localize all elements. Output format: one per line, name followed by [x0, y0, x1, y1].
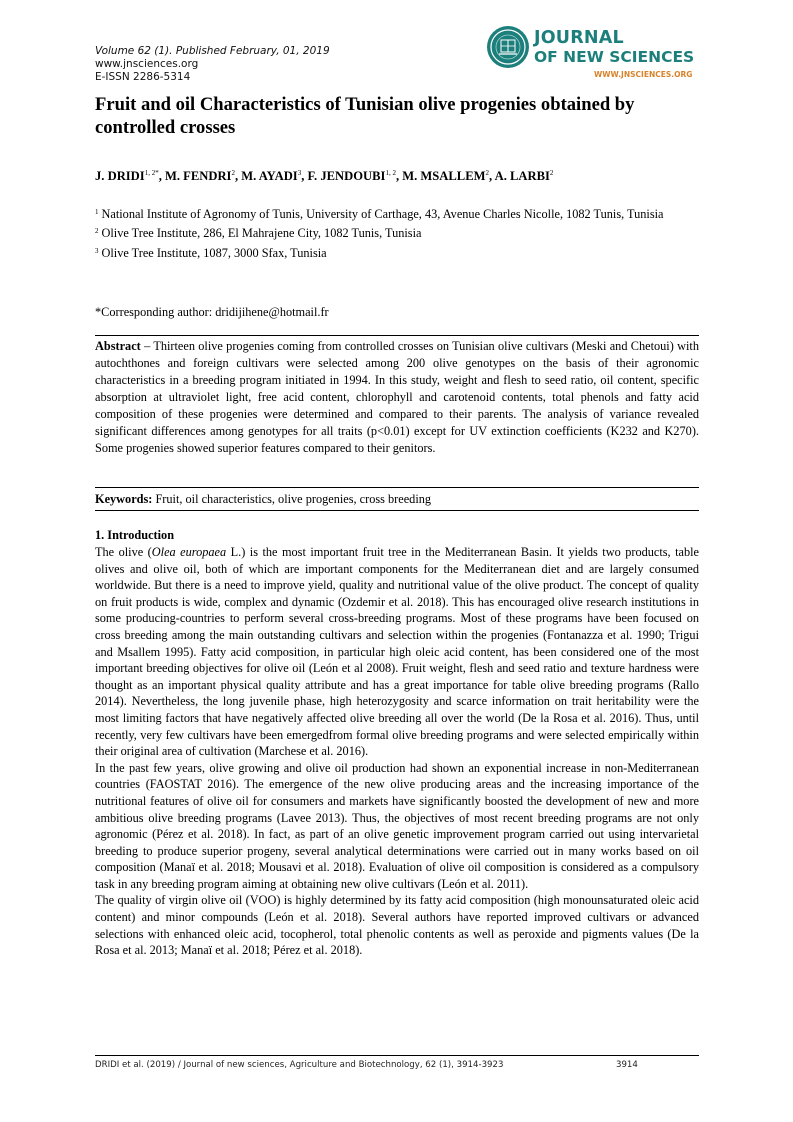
- journal-logo: [486, 25, 701, 85]
- section-heading: 1. Introduction: [95, 528, 175, 542]
- author-name: F. JENDOUBI: [307, 169, 386, 183]
- author-name: M. MSALLEM: [402, 169, 486, 183]
- author-name: M. FENDRI: [164, 169, 232, 183]
- introduction-body: [95, 544, 699, 959]
- volume-line: Volume 62 (1). Published February, 01, 2019: [95, 45, 330, 57]
- author-affil-marker: 1, 2: [385, 169, 396, 177]
- author-name: J. DRIDI: [95, 169, 145, 183]
- affiliation-number: 1: [95, 208, 99, 216]
- author-name: M. AYADI: [241, 169, 298, 183]
- journal-meta: [95, 45, 330, 84]
- abstract: [95, 338, 699, 457]
- keywords-text: Fruit, oil characteristics, olive progenies, cross breeding: [152, 492, 432, 506]
- affiliation-text: Olive Tree Institute, 286, El Mahrajene City, 1082 Tunis, Tunisia: [101, 226, 422, 241]
- page-footer: [95, 1060, 699, 1070]
- abstract-top-rule: [95, 335, 699, 336]
- journal-emblem-icon: [486, 25, 530, 69]
- logo-line-1: JOURNAL: [534, 28, 624, 48]
- paragraph-text: L.) is the most important fruit tree in the Mediterranean Basin. It yields two products, table olives and olive oil, both of which are important components for the Mediterranean diet and are largely consumed worldwide. But there is a need to improve yield, quality and nutritional value of the olive product. The concept of quality on fruit products is wide, complex and dynamic (Ozdemir et al. 2018). This has encouraged olive research institutions in some producing-countries to perform several cross-breeding programs. Most of these programs have been focused on cross breeding among the main outstanding cultivars and selection within the progenies (Fontanazza et al. 1990; Trigui and Msallem 1995). Fatty acid composition, in particular high oleic acid content, has been considered one of the most important breeding objectives for olive oil (León et al 2008). Fruit weight, flesh and seed ratio and texture hardness were thought as an important physical quality attribute and has a great importance for table olive breeding programs (Rallo 2014). Nevertheless, the long juvenile phase, high heterozygosity and scarce information on trait heritability were the most limiting factors that have negatively affected olive breeding all over the world (De la Rosa et al. 2016). Thus, until recently, very few cultivars have been emergedfrom formal olive breeding programs and were selected empirically within their original area of cultivation (Marchese et al. 2016).: [95, 545, 700, 759]
- author-list: J. $DRIDI^{1, 2*}$, M. FENDRI$^2$, M. AYADI$^3$, F. JENDOUBI$^{1, 2}$, M. MSALLEM$^2$, A. LARBI$^2$: [95, 169, 554, 183]
- paragraph: In the past few years, olive growing and olive oil production had shown an exponential increase in non-Mediterranean countries (FAOSTAT 2016). The emergence of the new olive producing areas and the increasing importance of the nutritional features of olive oil for consumers and markets have significantly boosted the development of new and more ambitious olive breeding programs (Lavee 2013). Thus, the objectives of most recent breeding programs are not only agronomic (Pérez et al. 2018). In fact, as part of an olive genetic improvement program carried out using intervarietal breeding to produce superior progeny, several analytical determinations were carried out in many works based on oil composition (Manaï et al. 2018; Mousavi et al. 2018). Evaluation of olive oil composition is considered as a compulsory task in any breeding program aiming at obtaining new olive cultivars (León et al. 2011).: [95, 760, 699, 891]
- corresponding-author: *Corresponding author: dridijihene@hotmail.fr: [95, 305, 329, 319]
- affiliation-list: [95, 204, 700, 262]
- article-title: Fruit and oil Characteristics of Tunisian olive progenies obtained by controlled crosses: [95, 94, 635, 138]
- author-affil-marker: 2: [549, 169, 554, 177]
- author-affil-marker: 2: [485, 169, 489, 177]
- logo-line-2: OF NEW SCIENCES: [534, 48, 695, 66]
- author-affil-marker: 2: [231, 169, 235, 177]
- affiliation-number: 2: [95, 227, 99, 236]
- paragraph-text: The olive (: [95, 545, 152, 559]
- journal-website[interactable]: www.jnsciences.org: [95, 58, 199, 70]
- keywords-label: Keywords:: [95, 492, 153, 506]
- logo-url: WWW.JNSCIENCES.ORG: [594, 70, 693, 79]
- affiliation: [95, 243, 700, 262]
- affiliation: [95, 204, 700, 223]
- author-affil-marker: 1, 2*: [144, 169, 159, 177]
- footer-citation: DRIDI et al. (2019) / Journal of new sciences, Agriculture and Biotechnology, 62 (1), 3914-3923: [95, 1060, 504, 1070]
- issn: E-ISSN 2286-5314: [95, 71, 191, 83]
- abstract-label: Abstract: [95, 339, 141, 353]
- paragraph: The quality of virgin olive oil (VOO) is highly determined by its fatty acid composition (high monounsaturated oleic acid content) and minor compounds (León et al. 2018). Several authors have reported improved cultivars or advanced selections with enhanced oleic acid, tocopherol, total phenolic contents as well as peroxide and pigments values (De la Rosa et al. 2013; Manaï et al. 2018; Pérez et al. 2018).: [95, 893, 699, 958]
- keywords: [95, 492, 699, 507]
- affiliation-text: Olive Tree Institute, 1087, 3000 Sfax, Tunisia: [101, 245, 327, 260]
- abstract-bottom-rule: [95, 487, 699, 488]
- affiliation: [95, 223, 700, 242]
- affiliation-text: National Institute of Agronomy of Tunis, University of Carthage, 43, Avenue Charles Nicolle, 1082 Tunis, Tunisia: [101, 207, 664, 221]
- species-name: Olea europaea: [151, 545, 227, 559]
- author-affil-marker: 3: [297, 169, 302, 177]
- page-number: 3914: [616, 1060, 638, 1070]
- abstract-text: – Thirteen olive progenies coming from controlled crosses on Tunisian olive cultivars (Meski and Chetoui) with autochthones and foreign cultivars were selected among 200 olive genotypes on the basis of their agronomic characteristics in a breeding program initiated in 1994. In this study, weight and flesh to seed ratio, oil content, specific absorption at ultraviolet light, free acid content, chlorophyll and carotenoid contents, total phenols and fatty acid composition of these progenies were determined and compared to their parents. The analysis of variance revealed significant differences among genotypes for all traits (p<0.01) except for UV extinction coefficients (K232 and K270). Some progenies showed superior features compared to their genitors.: [95, 339, 699, 456]
- keywords-rule: [95, 510, 699, 511]
- affiliation-number: 3: [95, 246, 99, 255]
- author-name: A. LARBI: [494, 169, 550, 183]
- paragraph: [95, 544, 699, 760]
- footer-rule: [95, 1055, 699, 1056]
